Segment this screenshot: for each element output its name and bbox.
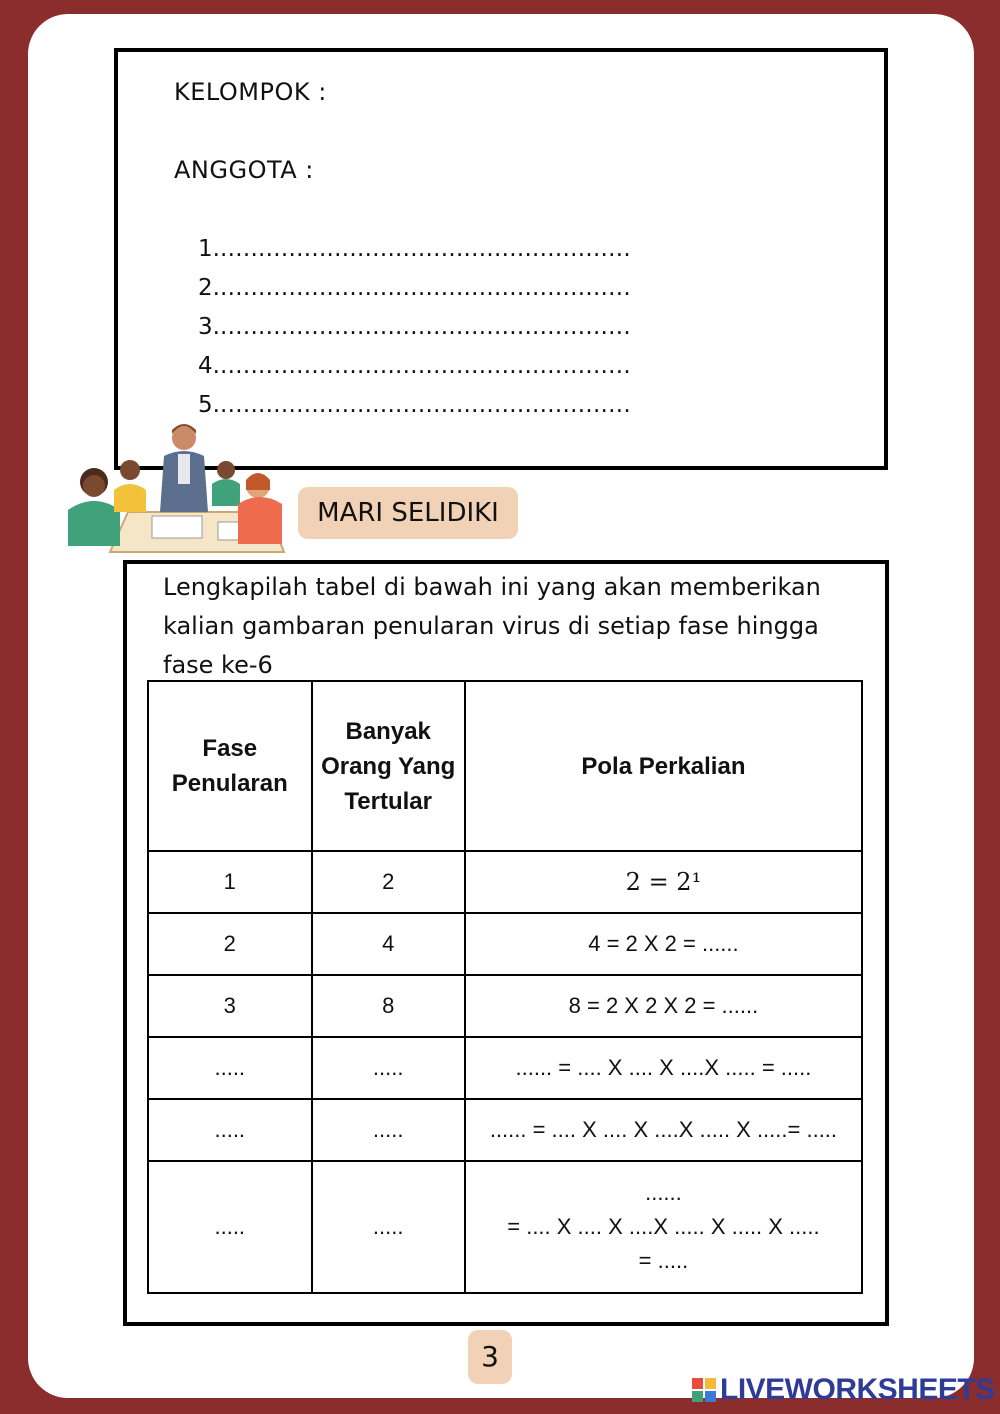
member-list <box>188 230 631 425</box>
section-title-badge: MARI SELIDIKI <box>298 487 518 539</box>
cell-fase: 2 <box>148 913 312 975</box>
cell-banyak: 2 <box>312 851 465 913</box>
cell-banyak[interactable]: ..... <box>312 1099 465 1161</box>
pola-line: = .... X .... X ....X ..... X ..... X ..... <box>507 1214 820 1239</box>
member-line[interactable]: 5....................................................... <box>198 392 631 418</box>
page-number: 3 <box>468 1330 512 1384</box>
cell-fase[interactable]: ..... <box>148 1099 312 1161</box>
instruction-text: Lengkapilah tabel di bawah ini yang akan memberikan kalian gambaran penularan virus di setiap fase hingga fase ke-6 <box>163 573 821 679</box>
header-pola: Pola Perkalian <box>465 681 862 851</box>
table-row <box>148 851 862 913</box>
cell-banyak[interactable]: ..... <box>312 1161 465 1293</box>
cell-banyak[interactable]: ..... <box>312 1037 465 1099</box>
cell-pola-formula: 2 = 2¹ <box>465 851 862 913</box>
kelompok-label: KELOMPOK : <box>174 78 327 106</box>
header-fase: Fase Penularan <box>148 681 312 851</box>
table-row[interactable] <box>148 975 862 1037</box>
member-line[interactable]: 4....................................................... <box>198 353 631 379</box>
liveworksheets-logo <box>692 1374 995 1406</box>
watermark-text: LIVEWORKSHEETS <box>720 1373 995 1406</box>
investigation-box <box>123 560 889 1326</box>
table-row[interactable] <box>148 1099 862 1161</box>
cell-fase[interactable]: ..... <box>148 1161 312 1293</box>
cell-pola[interactable]: ...... = .... X .... X ....X ..... = ..... <box>465 1037 862 1099</box>
cell-banyak: 8 <box>312 975 465 1037</box>
anggota-label: ANGGOTA : <box>174 156 314 184</box>
table-row[interactable] <box>148 913 862 975</box>
cell-pola[interactable] <box>465 1161 862 1293</box>
liveworksheets-icon <box>692 1378 716 1402</box>
member-line[interactable]: 3....................................................... <box>198 314 631 340</box>
cell-banyak: 4 <box>312 913 465 975</box>
member-line[interactable]: 1....................................................... <box>198 236 631 262</box>
transmission-table <box>147 680 863 1294</box>
students-group-illustration <box>58 420 290 562</box>
cell-fase: 1 <box>148 851 312 913</box>
cell-fase[interactable]: ..... <box>148 1037 312 1099</box>
cell-pola[interactable]: 8 = 2 X 2 X 2 = ...... <box>465 975 862 1037</box>
cell-pola[interactable]: 4 = 2 X 2 = ...... <box>465 913 862 975</box>
group-info-box <box>114 48 888 470</box>
header-banyak: Banyak Orang Yang Tertular <box>312 681 465 851</box>
member-line[interactable]: 2....................................................... <box>198 275 631 301</box>
pola-line: ...... <box>645 1180 682 1205</box>
table-row[interactable] <box>148 1037 862 1099</box>
cell-fase: 3 <box>148 975 312 1037</box>
table-header-row <box>148 681 862 851</box>
pola-line: = ..... <box>638 1248 689 1273</box>
cell-pola[interactable]: ...... = .... X .... X ....X ..... X .....= ..... <box>465 1099 862 1161</box>
table-row[interactable] <box>148 1161 862 1293</box>
